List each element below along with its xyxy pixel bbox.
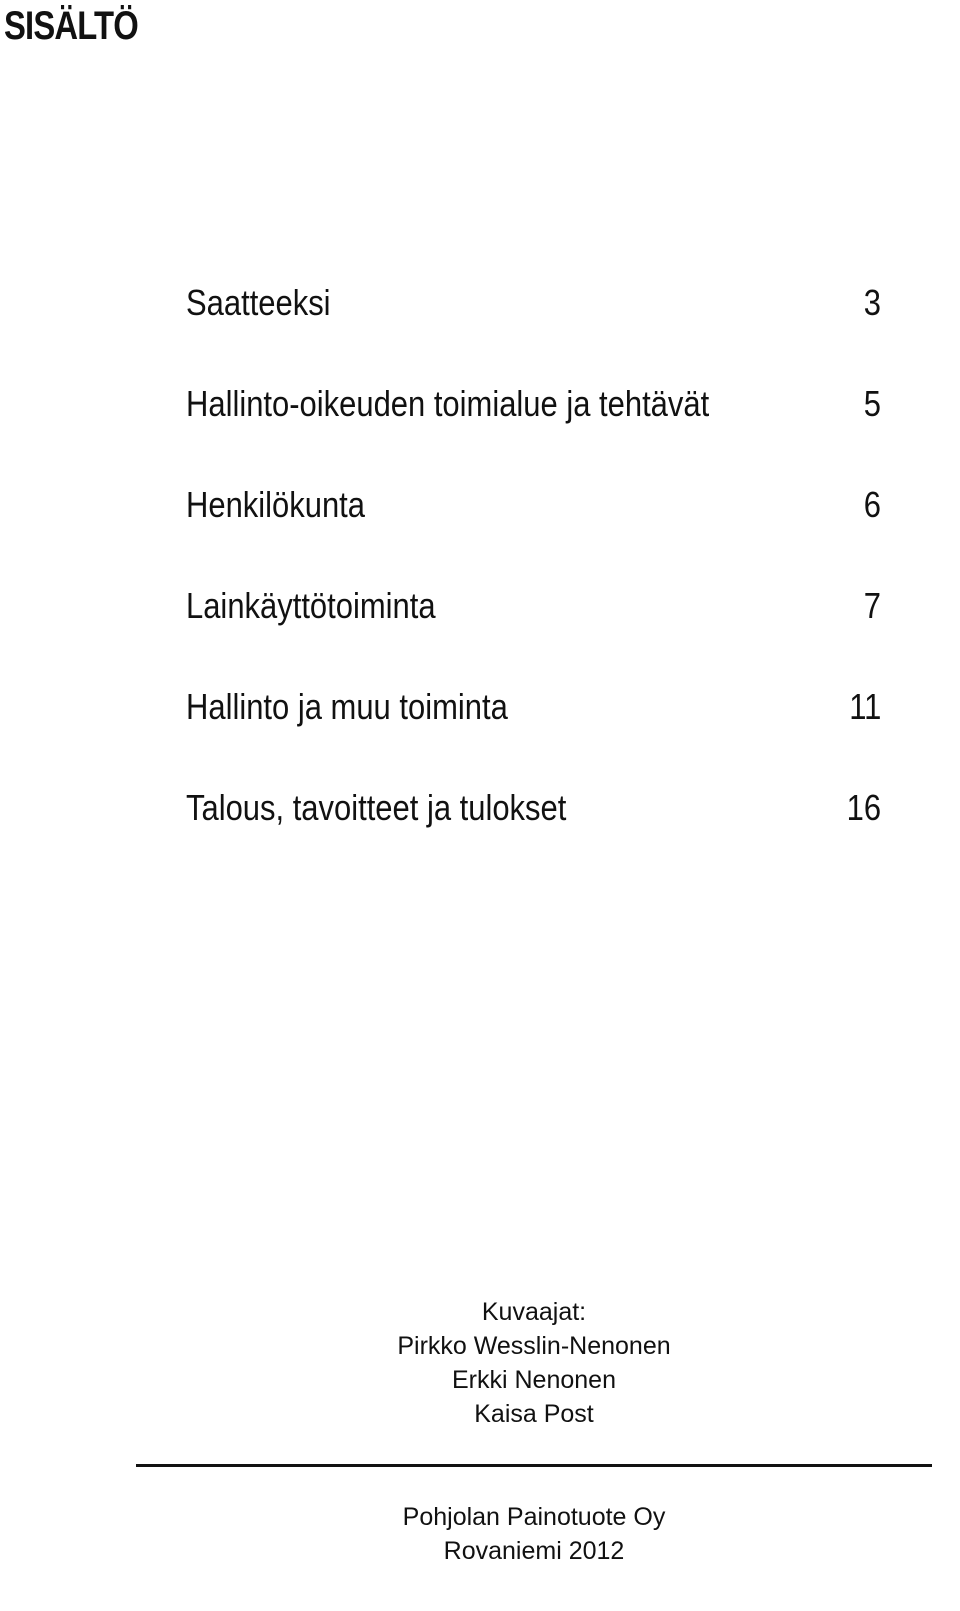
toc-entry-page: 7 [863, 585, 881, 626]
toc-entry-title: Talous, tavoitteet ja tulokset [186, 787, 567, 828]
toc-entry-page: 16 [846, 787, 881, 828]
toc-entry-page: 3 [863, 282, 881, 323]
publisher-place-year: Rovaniemi 2012 [443, 1537, 625, 1565]
credit-name: Pirkko Wesslin-Nenonen [397, 1332, 671, 1360]
table-of-contents [186, 278, 881, 884]
credit-name: Erkki Nenonen [452, 1366, 616, 1394]
toc-entry-title: Saatteeksi [186, 282, 331, 323]
credits-label: Kuvaajat: [481, 1298, 587, 1326]
toc-entry-toimialue [186, 379, 881, 480]
credit-name: Kaisa Post [474, 1400, 594, 1428]
toc-entry-henkilokunta [186, 480, 881, 581]
toc-entry-lainkayttotoiminta [186, 581, 881, 682]
toc-entry-saatteeksi [186, 278, 881, 379]
divider-rule [136, 1464, 932, 1467]
publisher-info [0, 1500, 960, 1568]
toc-entry-page: 5 [863, 383, 881, 424]
toc-entry-title: Henkilökunta [186, 484, 365, 525]
toc-entry-title: Hallinto ja muu toiminta [186, 686, 508, 727]
publisher-name: Pohjolan Painotuote Oy [402, 1503, 666, 1531]
toc-entry-hallinto [186, 682, 881, 783]
toc-entry-page: 6 [863, 484, 881, 525]
toc-entry-title: Lainkäyttötoiminta [186, 585, 436, 626]
page-heading: SISÄLTÖ [4, 4, 138, 48]
photographer-credits [0, 1295, 960, 1431]
toc-entry-talous [186, 783, 881, 884]
toc-entry-title: Hallinto-oikeuden toimialue ja tehtävät [186, 383, 710, 424]
toc-entry-page: 11 [848, 686, 881, 727]
